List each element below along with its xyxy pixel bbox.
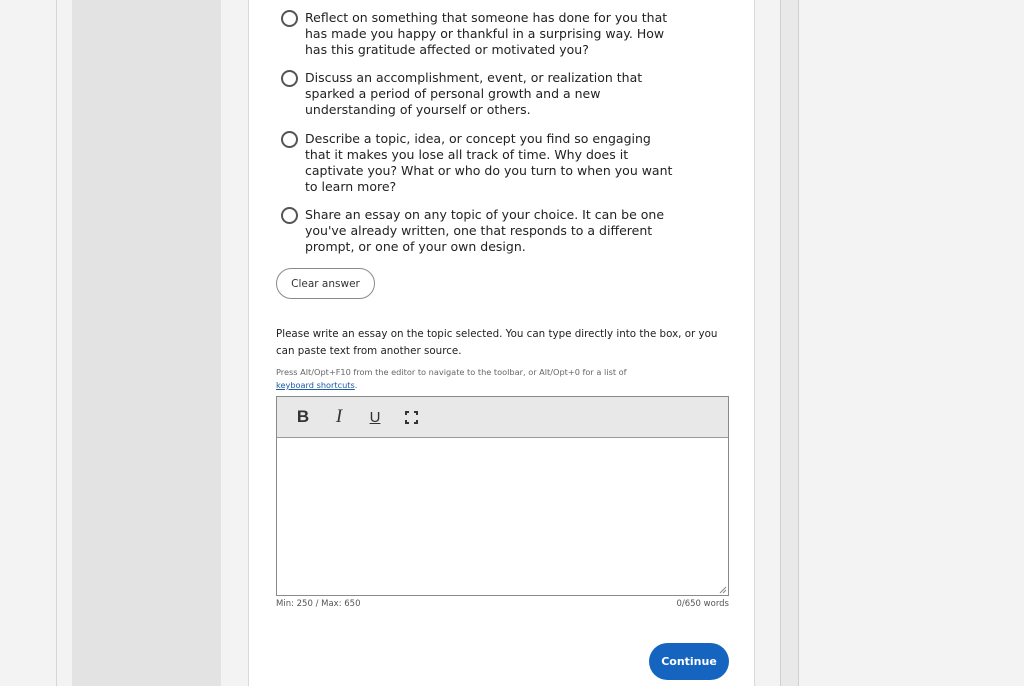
word-count: 0/650 words: [676, 599, 729, 609]
expand-icon: [405, 411, 418, 424]
essay-option-any-topic[interactable]: [281, 207, 681, 255]
option-label: Reflect on something that someone has done for you that has made you happy or thankful in a surprising way. How has this gratitude affected or motivated you?: [305, 10, 668, 57]
fullscreen-button[interactable]: [393, 402, 429, 432]
essay-option-gratitude[interactable]: [281, 10, 681, 58]
essay-option-growth[interactable]: [281, 70, 681, 118]
option-label: Describe a topic, idea, or concept you find so engaging that it makes you lose all track of time. Why does it captivate you? What or who do you turn to when you want to learn more?: [305, 131, 673, 194]
radio-button[interactable]: [281, 70, 298, 87]
essay-option-engaging-topic[interactable]: [281, 131, 681, 195]
hint-text: Press Alt/Opt+F10 from the editor to navigate to the toolbar, or Alt/Opt+0 for a list of: [276, 367, 627, 377]
right-scroll-panel: [780, 0, 799, 686]
left-gutter-panel: [72, 0, 221, 686]
radio-button[interactable]: [281, 131, 298, 148]
option-label: Discuss an accomplishment, event, or realization that sparked a period of personal growth and a new understanding of yourself or others.: [305, 70, 643, 117]
hint-suffix: .: [354, 380, 358, 390]
outer-left-divider: [56, 0, 57, 686]
option-label: Share an essay on any topic of your choice. It can be one you've already written, one that responds to a different prompt, or one of your own design.: [305, 207, 665, 254]
radio-button[interactable]: [281, 207, 298, 224]
continue-button[interactable]: Continue: [649, 643, 729, 680]
resize-handle-icon[interactable]: [718, 585, 727, 594]
editor-toolbar: [277, 397, 728, 438]
essay-textarea[interactable]: [277, 438, 728, 595]
italic-button[interactable]: I: [335, 406, 343, 427]
underline-button[interactable]: U: [369, 408, 381, 426]
radio-button[interactable]: [281, 10, 298, 27]
essay-prompt: Please write an essay on the topic selected. You can type directly into the box, or you can paste text from another source.: [276, 328, 718, 357]
rich-text-editor: [276, 396, 729, 596]
keyboard-shortcuts-link[interactable]: keyboard shortcuts: [276, 380, 355, 390]
word-limits: Min: 250 / Max: 650: [276, 599, 361, 609]
clear-answer-button[interactable]: Clear answer: [276, 268, 375, 299]
essay-card: [248, 0, 755, 686]
bold-button[interactable]: B: [296, 407, 310, 426]
editor-hint: [276, 366, 716, 392]
